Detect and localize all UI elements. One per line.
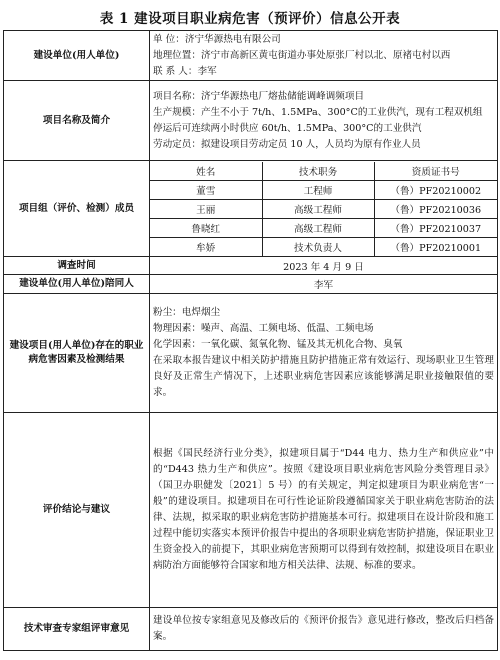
hazards-physical: 物理因素：噪声、高温、工频电场、低温、工频电场 — [153, 323, 374, 334]
project-content — [150, 81, 498, 161]
survey-row — [4, 257, 498, 275]
hazards-row — [4, 294, 498, 413]
unit-label: 建设单位(用人单位) — [4, 31, 150, 81]
project-row — [4, 81, 498, 161]
review-text: 建设单位按专家组意见及修改后的《预评价报告》意见进行修改，整改后归档备案。 — [153, 615, 494, 642]
conclusion-text: 根据《国民经济行业分类》，拟建项目属于“D44 电力、热力生产和供应业”中的“D443 热力生产和供应”。按照《建设项目职业病危害风险分类管理目录》（国卫办职健发〔2021〕5 号）的有关规定，判定拟建项目为职业病危害“一般”的建设项目。拟建项目在可行性论证阶段遵循国家关于职业病危害防治的法律、法规，拟采取的职业病危害防护措施基本可行。拟建项目在设计阶段和施工过程中能切实落实本预评价报告中提出的各项职业病危害防护措施，保证职业卫生资金投入的前提下，其职业病危害预期可以得到有效控制，拟建设项目在职业病防治方面能够符合国家和地方相关法律、法规、标准的要求。 — [153, 448, 494, 571]
team-label: 项目组（评价、检测）成员 — [4, 161, 150, 257]
member-name: 鲁晓红 — [150, 218, 262, 237]
hazards-result: 在采取本报告建议中相关防护措施且防护措施正常有效运行、现场职业卫生管理良好及正常生产情况下，上述职业病危害因素应该能够满足职业接触限值的要求。 — [153, 355, 494, 398]
hazards-chemical: 化学因素：一氧化碳、氮氧化物、锰及其无机化合物、臭氧 — [153, 339, 403, 350]
project-name: 项目名称：济宁华源热电厂熔盐储能调峰调频项目 — [153, 90, 365, 102]
project-scale-2: 停运后可连续两小时供应 60t/h、1.5MPa、300°C的工业供汽 — [153, 122, 422, 134]
disclosure-table — [3, 30, 498, 651]
team-row — [4, 161, 498, 257]
project-scale-1: 生产规模：产生不小于 7t/h、1.5MPa、300°C的工业供汽，现有工程双机组 — [153, 106, 483, 118]
member-title: 技术负责人 — [262, 237, 374, 256]
conclusion-label: 评价结论与建议 — [4, 413, 150, 608]
member-title: 工程师 — [262, 180, 374, 199]
unit-row — [4, 31, 498, 81]
team-header-title: 技术职务 — [262, 162, 374, 181]
team-header-cert: 资质证书号 — [374, 162, 497, 181]
unit-contact: 联 系 人：李军 — [153, 65, 217, 77]
hazards-content — [150, 294, 498, 413]
escort-row — [4, 275, 498, 294]
escort-value: 李军 — [150, 275, 498, 294]
team-content — [150, 161, 498, 257]
member-name: 董雪 — [150, 180, 262, 199]
member-name: 牟娇 — [150, 237, 262, 256]
team-header-row — [150, 162, 497, 181]
member-cert: （鲁）PF20210037 — [374, 218, 497, 237]
project-staffing: 劳动定员：拟建设项目劳动定员 10 人，人员均为原有作业人员 — [153, 138, 421, 150]
unit-content — [150, 31, 498, 81]
member-cert: （鲁）PF20210001 — [390, 242, 482, 254]
hazards-label: 建设项目(用人单位)存在的职业病危害因素及检测结果 — [4, 294, 150, 413]
review-content — [150, 608, 498, 651]
escort-label: 建设单位(用人单位)陪同人 — [4, 275, 150, 294]
table-row — [150, 218, 497, 237]
table-row — [150, 237, 497, 256]
conclusion-content — [150, 413, 498, 608]
team-header-name: 姓名 — [150, 162, 262, 181]
unit-address: 地理位置：济宁市高新区黄屯街道办事处原张厂村以北、原褚屯村以西 — [153, 49, 451, 61]
member-title: 高级工程师 — [262, 218, 374, 237]
table-row — [150, 180, 497, 199]
conclusion-row — [4, 413, 498, 608]
team-table — [150, 162, 497, 256]
table-row — [150, 199, 497, 218]
hazards-dust: 粉尘：电焊烟尘 — [153, 307, 221, 318]
member-title: 高级工程师 — [262, 199, 374, 218]
unit-name: 单 位：济宁华源热电有限公司 — [153, 33, 281, 45]
survey-value: 2023 年 4 月 9 日 — [150, 257, 498, 275]
review-label: 技术审查专家组评审意见 — [4, 608, 150, 651]
member-cert: （鲁）PF20210036 — [374, 199, 497, 218]
project-label: 项目名称及简介 — [4, 81, 150, 161]
member-cert: （鲁）PF20210002 — [374, 180, 497, 199]
member-name: 王丽 — [150, 199, 262, 218]
page-title: 表 1 建设项目职业病危害（预评价）信息公开表 — [99, 11, 401, 27]
survey-label: 调查时间 — [4, 257, 150, 275]
review-row — [4, 608, 498, 651]
